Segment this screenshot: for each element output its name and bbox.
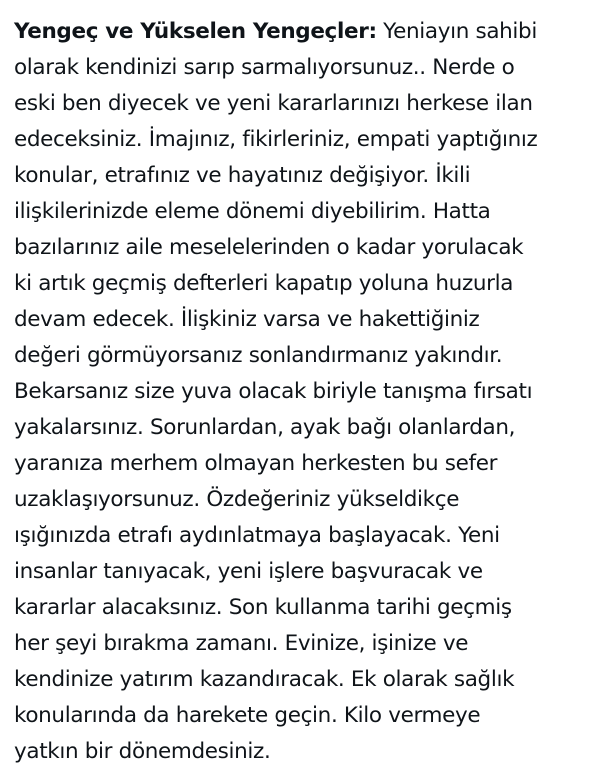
post-line: eski ben diyecek ve yeni kararlarınızı herkese ilan: [14, 91, 533, 116]
post-line: Bekarsanız size yuva olacak biriyle tanışma fırsatı: [14, 379, 533, 404]
post-line: kararlar alacaksınız. Son kullanma tarihi geçmiş: [14, 595, 512, 620]
post-line: devam edecek. İlişkiniz varsa ve hakettiğiniz: [14, 307, 480, 332]
post-line: ışığınızda etrafı aydınlatmaya başlayacak. Yeni: [14, 523, 500, 548]
post-line: kendinize yatırım kazandıracak. Ek olarak sağlık: [14, 667, 515, 692]
post-line: konularında da harekete geçin. Kilo vermeye: [14, 703, 481, 728]
post-line: [14, 14, 594, 50]
post-line: her şeyi bırakma zamanı. Evinize, işinize ve: [14, 631, 469, 656]
post-line: bazılarınız aile meselelerinden o kadar yorulacak: [14, 235, 524, 260]
post-line: uzaklaşıyorsunuz. Özdeğeriniz yükseldikçe: [14, 487, 460, 512]
post-line: yatkın bir dönemdesiniz.: [14, 739, 271, 764]
post-line: edeceksiniz. İmajınız, fikirleriniz, empati yaptığınız: [14, 127, 538, 152]
post-line: olarak kendinizi sarıp sarmalıyorsunuz.. Nerde o: [14, 55, 515, 80]
post-heading: Yengeç ve Yükselen Yengeçler:: [14, 19, 377, 44]
post-line: yaranıza merhem olmayan herkesten bu sefer: [14, 451, 498, 476]
post-line: değeri görmüyorsanız sonlandırmanız yakındır.: [14, 343, 503, 368]
post-line: yakalarsınız. Sorunlardan, ayak bağı olanlardan,: [14, 415, 516, 440]
post-line: ilişkilerinizde eleme dönemi diyebilirim. Hatta: [14, 199, 491, 224]
post-line: insanlar tanıyacak, yeni işlere başvuracak ve: [14, 559, 483, 584]
post-line: konular, etrafınız ve hayatınız değişiyor. İkili: [14, 163, 471, 188]
post-text: [14, 14, 594, 770]
post-heading-rest: Yeniayın sahibi: [376, 19, 537, 44]
post-line: ki artık geçmiş defterleri kapatıp yoluna huzurla: [14, 271, 514, 296]
